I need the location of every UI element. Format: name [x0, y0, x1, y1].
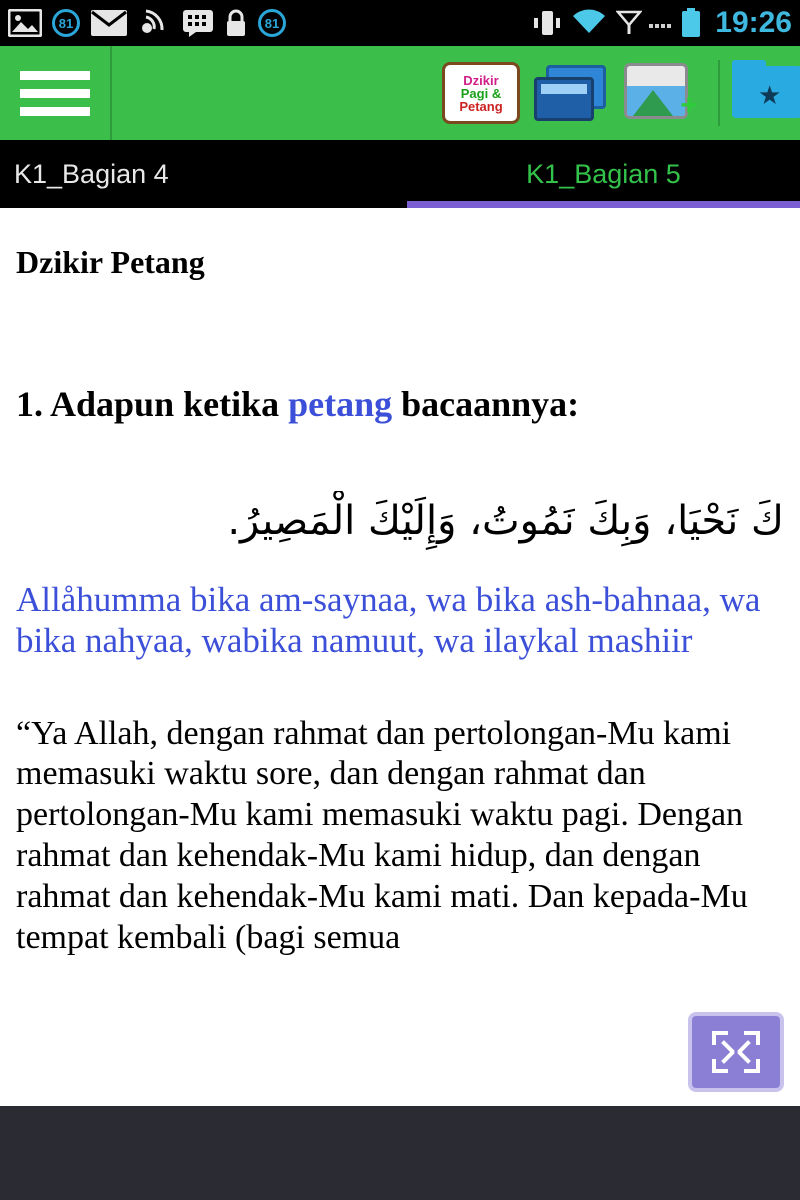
status-clock: 19:26 [715, 6, 792, 39]
signal-bars-icon [649, 18, 671, 28]
signal-wave-icon [138, 9, 172, 37]
tab-k1-bagian-4-label: K1_Bagian 4 [14, 158, 169, 189]
status-bar-right [532, 6, 792, 40]
numbered-prefix: 1. Adapun ketika [16, 384, 289, 424]
fullscreen-glyph [710, 1029, 762, 1075]
tab-k1-bagian-4[interactable] [0, 140, 407, 208]
app-logo-line2: Pagi & [460, 85, 502, 101]
fullscreen-icon[interactable] [688, 1012, 784, 1092]
windows-icon[interactable] [534, 65, 606, 121]
vibrate-icon [532, 9, 562, 37]
wifi-icon [571, 9, 607, 37]
add-photo-icon[interactable] [624, 63, 702, 123]
favorites-folder-icon[interactable] [718, 60, 800, 126]
tab-k1-bagian-5[interactable] [407, 140, 800, 208]
translation-text: “Ya Allah, dengan rahmat dan pertolongan-Mu kami memasuki waktu sore, dan dengan rahmat dan pertolongan-Mu kami memasuki waktu pagi. Dengan rahmat dan kehendak-Mu kami hidup, dan dengan rahmat dan kehendak-Mu kami mati. Dan kepada-Mu tempat kembali (bagi semua [16, 714, 748, 956]
menu-icon[interactable] [0, 46, 112, 140]
tab-bar [0, 140, 800, 208]
add-photo-icon-plus [676, 95, 702, 121]
image-icon [8, 9, 42, 37]
app-logo-icon[interactable] [442, 62, 520, 124]
notification-badge-icon: 81 [258, 9, 286, 37]
star-icon: ★ [758, 80, 782, 110]
action-bar-icons [442, 46, 800, 140]
numbered-suffix: bacaannya: [392, 384, 580, 424]
status-bar [0, 0, 800, 46]
arabic-text: كَ نَحْيَا، وَبِكَ نَمُوتُ، وَإِلَيْكَ الْمَصِيرُ. [227, 498, 784, 544]
page-title: Dzikir Petang [16, 244, 205, 280]
action-bar [0, 46, 800, 140]
transliteration-text: Allåhumma bika am-saynaa, wa bika ash-bahnaa, wa bika nahyaa, wabika namuut, wa ilaykal mashiir [16, 580, 761, 661]
lock-icon [224, 8, 248, 38]
bottom-navigation-bar [0, 1106, 800, 1200]
numbered-line [16, 383, 784, 425]
email-icon [90, 9, 128, 37]
app-logo-line3: Petang [459, 98, 503, 114]
battery-icon [680, 8, 702, 38]
tab-k1-bagian-5-label: K1_Bagian 5 [526, 158, 681, 189]
numbered-highlight: petang [288, 384, 393, 424]
windows-icon-front [534, 77, 594, 121]
app-logo-line1: Dzikir [463, 72, 499, 88]
signal-icon [616, 9, 642, 37]
chat-icon [182, 9, 214, 37]
message-badge-icon: 81 [52, 9, 80, 37]
content-area[interactable] [0, 208, 800, 1106]
status-bar-left [8, 8, 532, 38]
